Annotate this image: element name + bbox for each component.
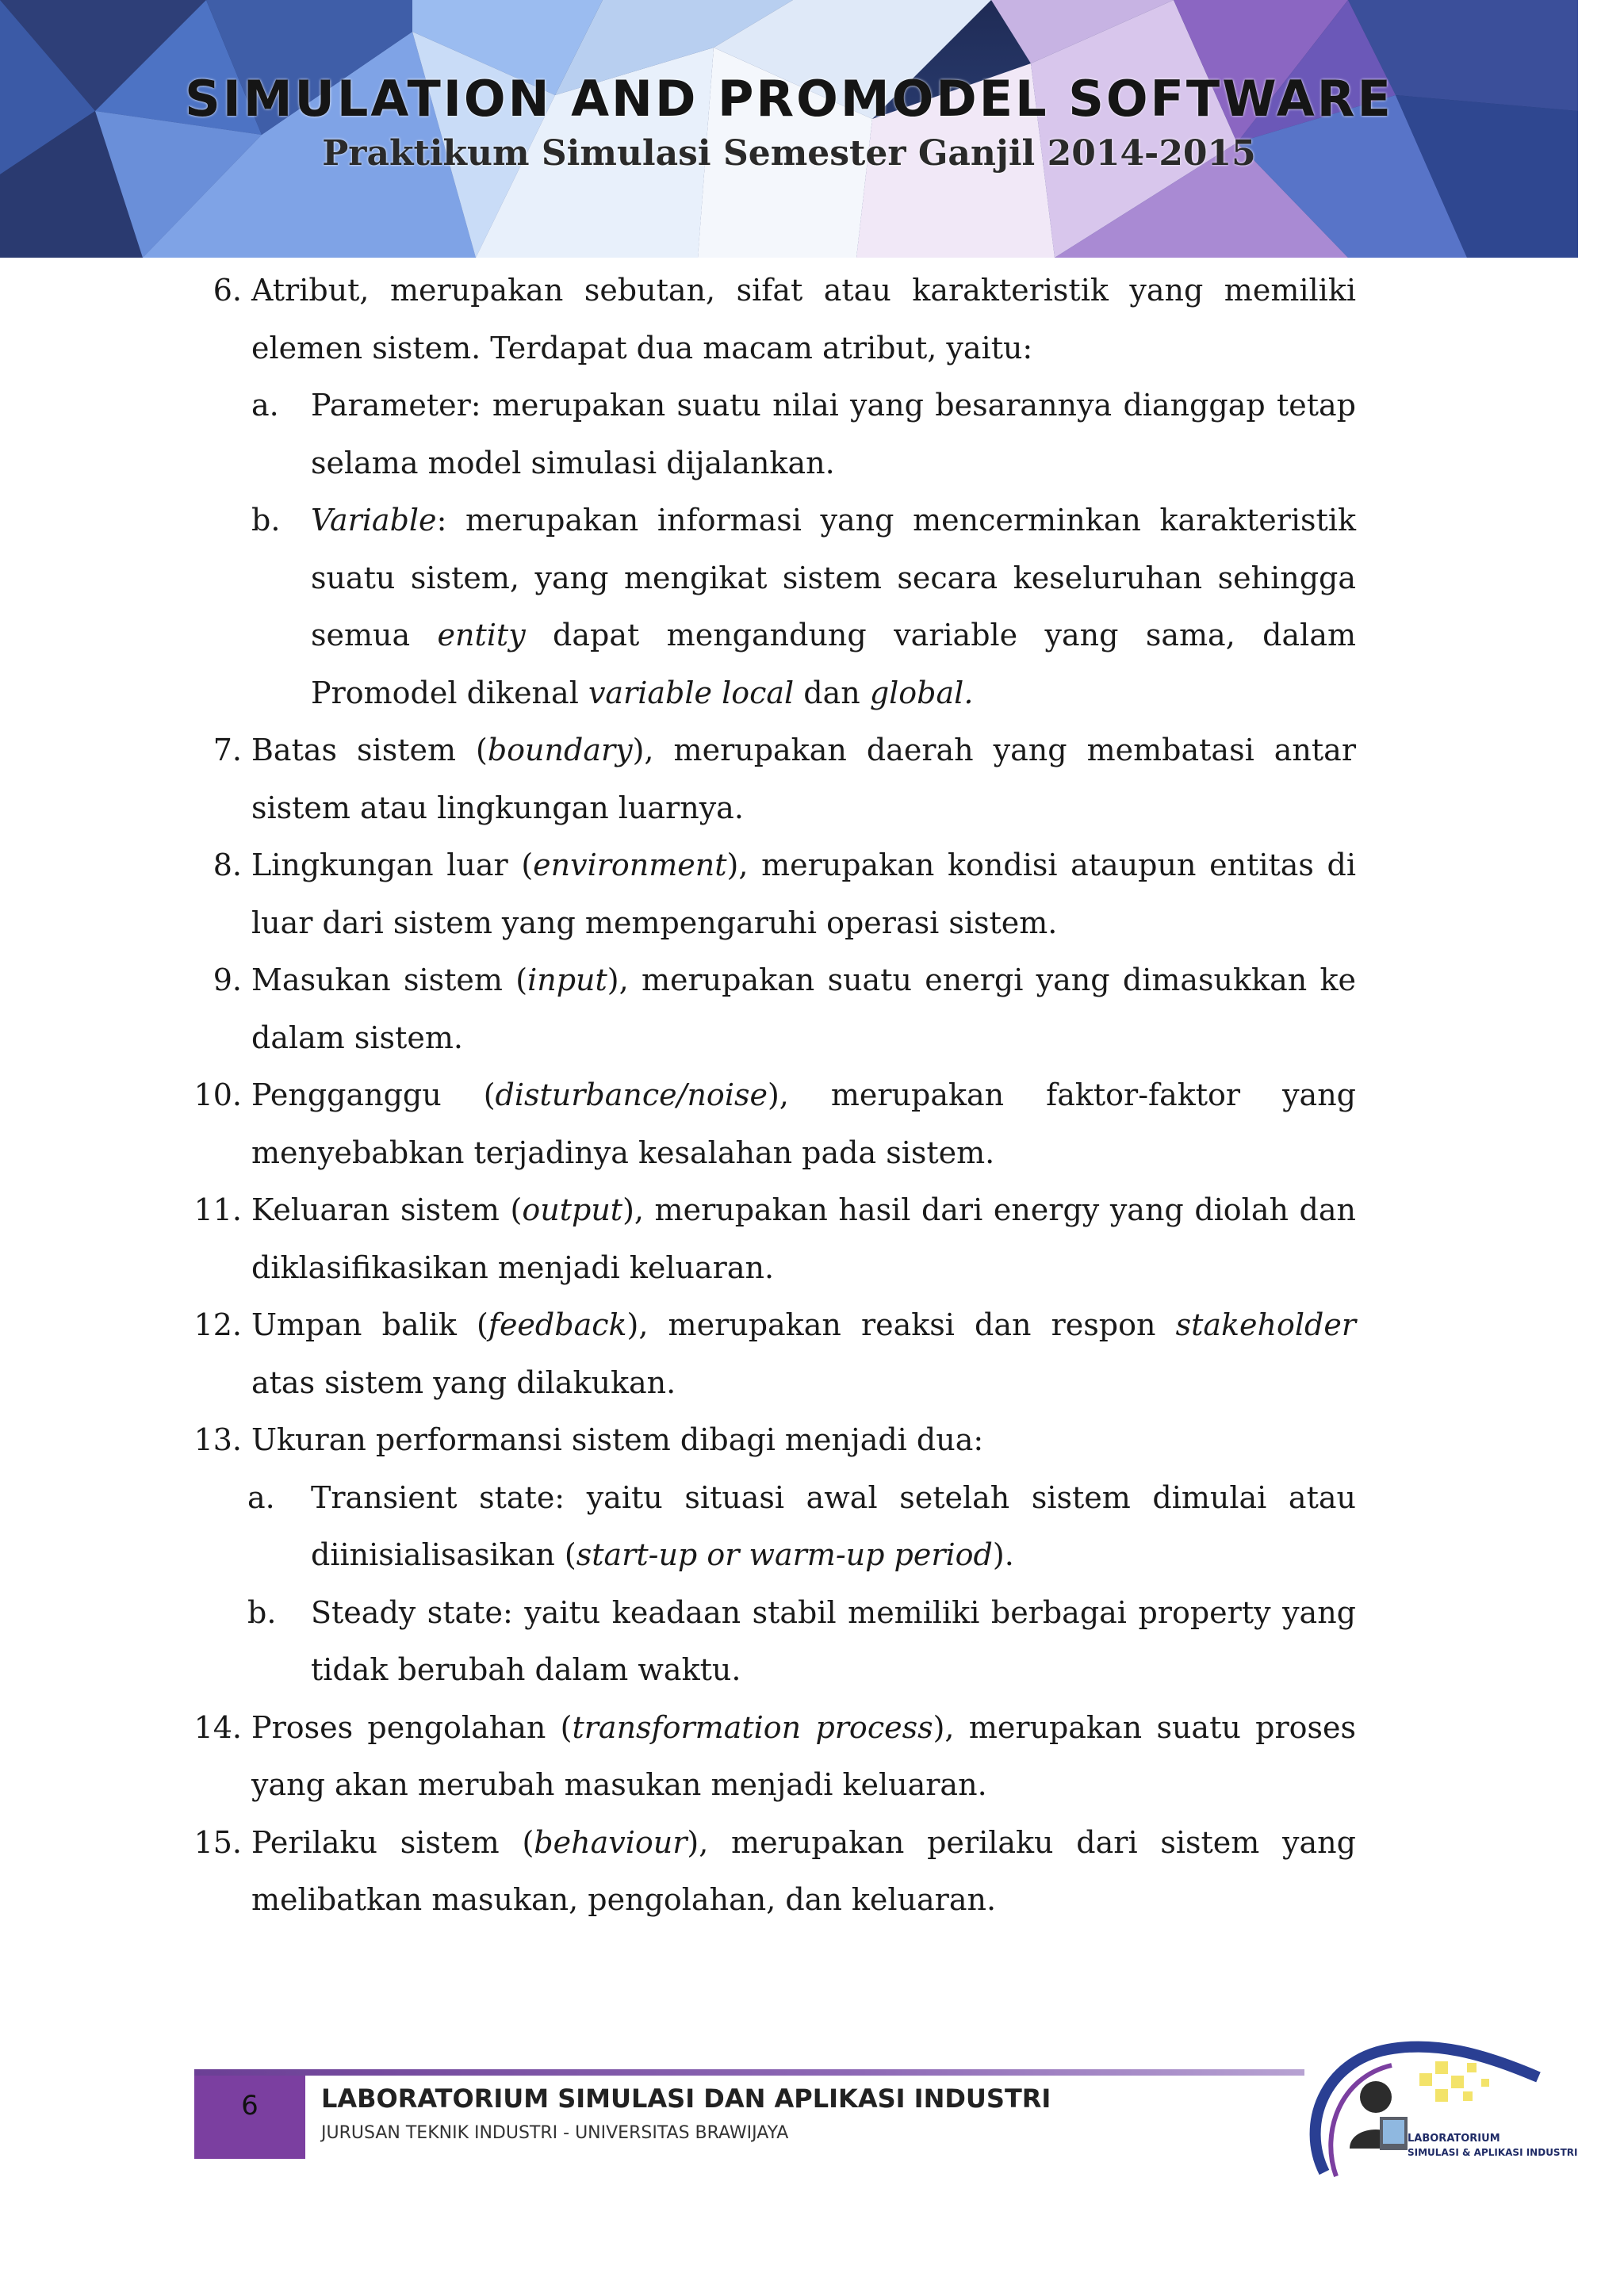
item-number: 14. [193, 1709, 242, 1745]
item-text: Masukan sistem ( [251, 962, 528, 997]
list-item [194, 262, 1356, 721]
term: variable local [588, 675, 795, 710]
term: transformation process [572, 1709, 933, 1745]
item-text: ), merupakan daerah yang membatasi antar sistem atau lingkungan luarnya. [251, 733, 1356, 825]
item-text: ), merupakan suatu proses yang akan merubah masukan menjadi keluaran. [251, 1709, 1356, 1802]
list-item [194, 1296, 1356, 1411]
footer-department: JURUSAN TEKNIK INDUSTRI - UNIVERSITAS BRAWIJAYA [321, 2123, 789, 2143]
item-text: atas sistem yang dilakukan. [251, 1364, 676, 1400]
header-banner [0, 0, 1578, 258]
term: environment [533, 848, 727, 882]
sub-item-text: Transient state: yaitu situasi awal setelah sistem dimulai atau diinisialisasikan ( [311, 1479, 1356, 1572]
item-text: ), merupakan perilaku dari sistem yang melibatkan masukan, pengolahan, dan keluaran. [251, 1824, 1356, 1917]
item-text: ), merupakan reaksi dan respon [626, 1307, 1176, 1342]
term: input [527, 962, 607, 997]
item-number: 6. [213, 273, 242, 308]
item-number: 10. [193, 1077, 242, 1112]
sub-item-letter: b. [247, 1594, 277, 1630]
sub-item [247, 1584, 1356, 1699]
sub-item [251, 377, 1356, 492]
sub-item-text: : merupakan informasi yang mencerminkan karakteristik suatu sistem, yang mengikat sistem secara keseluruhan sehingga semua [311, 503, 1356, 652]
item-number: 9. [213, 962, 242, 997]
sub-item-text: dan [794, 675, 870, 710]
item-text: Lingkungan luar ( [251, 848, 534, 882]
sub-item-text: Steady state: yaitu keadaan stabil memiliki berbagai property yang tidak berubah dalam waktu. [311, 1594, 1356, 1687]
sub-item-letter: a. [247, 1479, 275, 1515]
term: behaviour [534, 1824, 688, 1860]
term: disturbance/noise [495, 1077, 768, 1112]
item-number: 7. [213, 733, 242, 767]
term: start-up or warm-up period [576, 1537, 993, 1572]
item-text: ), merupakan hasil dari energy yang diolah dan diklasifikasikan menjadi keluaran. [251, 1192, 1356, 1285]
item-text: ), merupakan suatu energi yang dimasukkan ke dalam sistem. [251, 962, 1357, 1055]
list-item [194, 836, 1356, 951]
item-text: Keluaran sistem ( [251, 1192, 523, 1227]
item-number: 15. [193, 1824, 242, 1860]
term: Variable [311, 503, 437, 538]
term: feedback [488, 1307, 627, 1342]
term: output [522, 1192, 623, 1227]
footer-rule [194, 2069, 1304, 2076]
list-item [194, 1181, 1356, 1296]
list-item [194, 1066, 1356, 1181]
footer-lab-name: LABORATORIUM SIMULASI DAN APLIKASI INDUSTRI [321, 2084, 1051, 2114]
item-text: Pengganggu ( [251, 1077, 496, 1112]
item-text: Atribut, merupakan sebutan, sifat atau karakteristik yang memiliki elemen sistem. Terdapat dua macam atribut, yaitu: [251, 273, 1356, 365]
sub-item-text: Parameter: merupakan suatu nilai yang besarannya dianggap tetap selama model simulasi dijalankan. [311, 388, 1356, 480]
sub-item-text: dapat mengandung variable yang sama, dalam Promodel dikenal [311, 618, 1357, 710]
sub-item-letter: a. [251, 388, 279, 423]
sub-item-text: ). [992, 1537, 1014, 1572]
item-number: 13. [193, 1422, 242, 1457]
banner-subtitle: Praktikum Simulasi Semester Ganjil 2014-2015 [322, 133, 1256, 174]
item-text: ), merupakan faktor-faktor yang menyebabkan terjadinya kesalahan pada sistem. [251, 1077, 1356, 1170]
item-text: Proses pengolahan ( [251, 1709, 573, 1745]
item-number: 8. [213, 848, 242, 882]
term: entity [437, 618, 526, 652]
list-item [194, 951, 1356, 1066]
list-item [194, 1699, 1356, 1814]
item-number: 12. [193, 1307, 242, 1342]
sub-item [251, 492, 1356, 721]
logo-text-line1: LABORATORIUM [1408, 2133, 1500, 2145]
list-item [194, 1411, 1356, 1699]
item-text: Batas sistem ( [251, 733, 488, 767]
list-item [194, 721, 1356, 836]
lab-logo-icon [1300, 2030, 1562, 2188]
logo-text-line2: SIMULASI & APLIKASI INDUSTRI [1408, 2147, 1578, 2158]
list-item [194, 1814, 1356, 1929]
item-text: Umpan balik ( [251, 1307, 488, 1342]
term: global. [869, 675, 974, 710]
banner-title: SIMULATION AND PROMODEL SOFTWARE [185, 70, 1393, 128]
item-text: Ukuran performansi sistem dibagi menjadi dua: [251, 1422, 984, 1457]
banner-polygon-pattern [0, 0, 1578, 258]
definition-list [194, 262, 1356, 1929]
sub-item [247, 1469, 1356, 1584]
item-number: 11. [193, 1192, 242, 1227]
term: stakeholder [1175, 1307, 1356, 1342]
page-number: 6 [241, 2090, 259, 2122]
term: boundary [487, 733, 633, 767]
item-text: ), merupakan kondisi ataupun entitas di luar dari sistem yang mempengaruhi operasi sistem. [251, 848, 1357, 940]
item-text: Perilaku sistem ( [251, 1824, 534, 1860]
sub-item-letter: b. [251, 503, 281, 538]
